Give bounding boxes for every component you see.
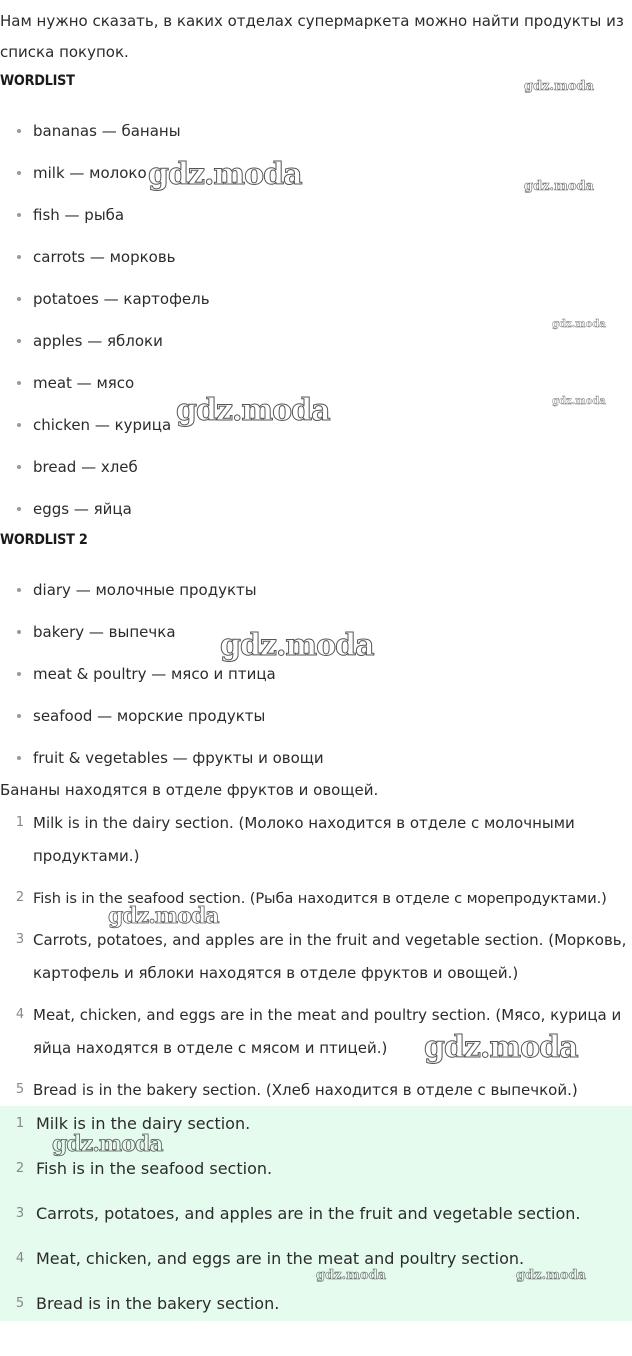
watermark: gdz.moda	[108, 903, 219, 929]
watermark: gdz.moda	[552, 319, 606, 330]
bullet-icon	[17, 255, 21, 259]
wordlist-2-heading: WORDLIST 2	[0, 532, 88, 548]
list-item: bakery — выпечка	[0, 611, 632, 653]
list-item: fruit & vegetables — фрукты и овощи	[0, 737, 632, 779]
list-item: meat & poultry — мясо и птица	[0, 653, 632, 695]
answer-item: 5 Bread is in the bakery section.	[15, 1294, 280, 1313]
short-answers-box	[0, 1106, 632, 1321]
list-item: milk — молоко	[0, 152, 632, 194]
watermark: gdz.moda	[524, 179, 595, 194]
bullet-icon	[17, 672, 21, 676]
bullet-icon	[17, 129, 21, 133]
list-item: seafood — морские продукты	[0, 695, 632, 737]
list-item: fish — рыба	[0, 194, 632, 236]
list-item: meat — мясо	[0, 362, 632, 404]
wordlist-heading: WORDLIST	[0, 73, 75, 89]
example-sentence: Бананы находятся в отделе фруктов и овощей.	[0, 781, 379, 799]
answer-item: 2 Fish is in the seafood section.	[15, 1159, 273, 1178]
bullet-icon	[17, 507, 21, 511]
watermark: gdz.moda	[552, 396, 606, 407]
list-item: potatoes — картофель	[0, 278, 632, 320]
answer-item: 1 Milk is in the dairy section.	[15, 1114, 251, 1133]
bullet-icon	[17, 756, 21, 760]
wordlist-2	[0, 569, 632, 779]
list-item: chicken — курица	[0, 404, 632, 446]
watermark: gdz.moda	[524, 79, 595, 94]
list-item: bread — хлеб	[0, 446, 632, 488]
list-item: eggs — яйца	[0, 488, 632, 530]
bullet-icon	[17, 171, 21, 175]
bullet-icon	[17, 630, 21, 634]
watermark: gdz.moda	[424, 1030, 578, 1065]
bullet-icon	[17, 588, 21, 592]
list-item: carrots — морковь	[0, 236, 632, 278]
bullet-icon	[17, 213, 21, 217]
list-item: diary — молочные продукты	[0, 569, 632, 611]
watermark: gdz.moda	[176, 393, 330, 428]
bullet-icon	[17, 423, 21, 427]
bullet-icon	[17, 465, 21, 469]
watermark: gdz.moda	[220, 628, 374, 663]
list-item: apples — яблоки	[0, 320, 632, 362]
bullet-icon	[17, 297, 21, 301]
answer-item: 3 Carrots, potatoes, and apples are in the fruit and vegetable section.	[15, 1204, 581, 1223]
list-item: bananas — бананы	[0, 110, 632, 152]
watermark: gdz.moda	[148, 157, 302, 192]
bullet-icon	[17, 714, 21, 718]
bullet-icon	[17, 381, 21, 385]
wordlist-1	[0, 110, 632, 530]
intro-text: Нам нужно сказать, в каких отделах супермаркета можно найти продукты из списка покупок.	[0, 12, 624, 61]
answer-item: 4 Meat, chicken, and eggs are in the meat and poultry section.	[15, 1249, 525, 1268]
bullet-icon	[17, 339, 21, 343]
